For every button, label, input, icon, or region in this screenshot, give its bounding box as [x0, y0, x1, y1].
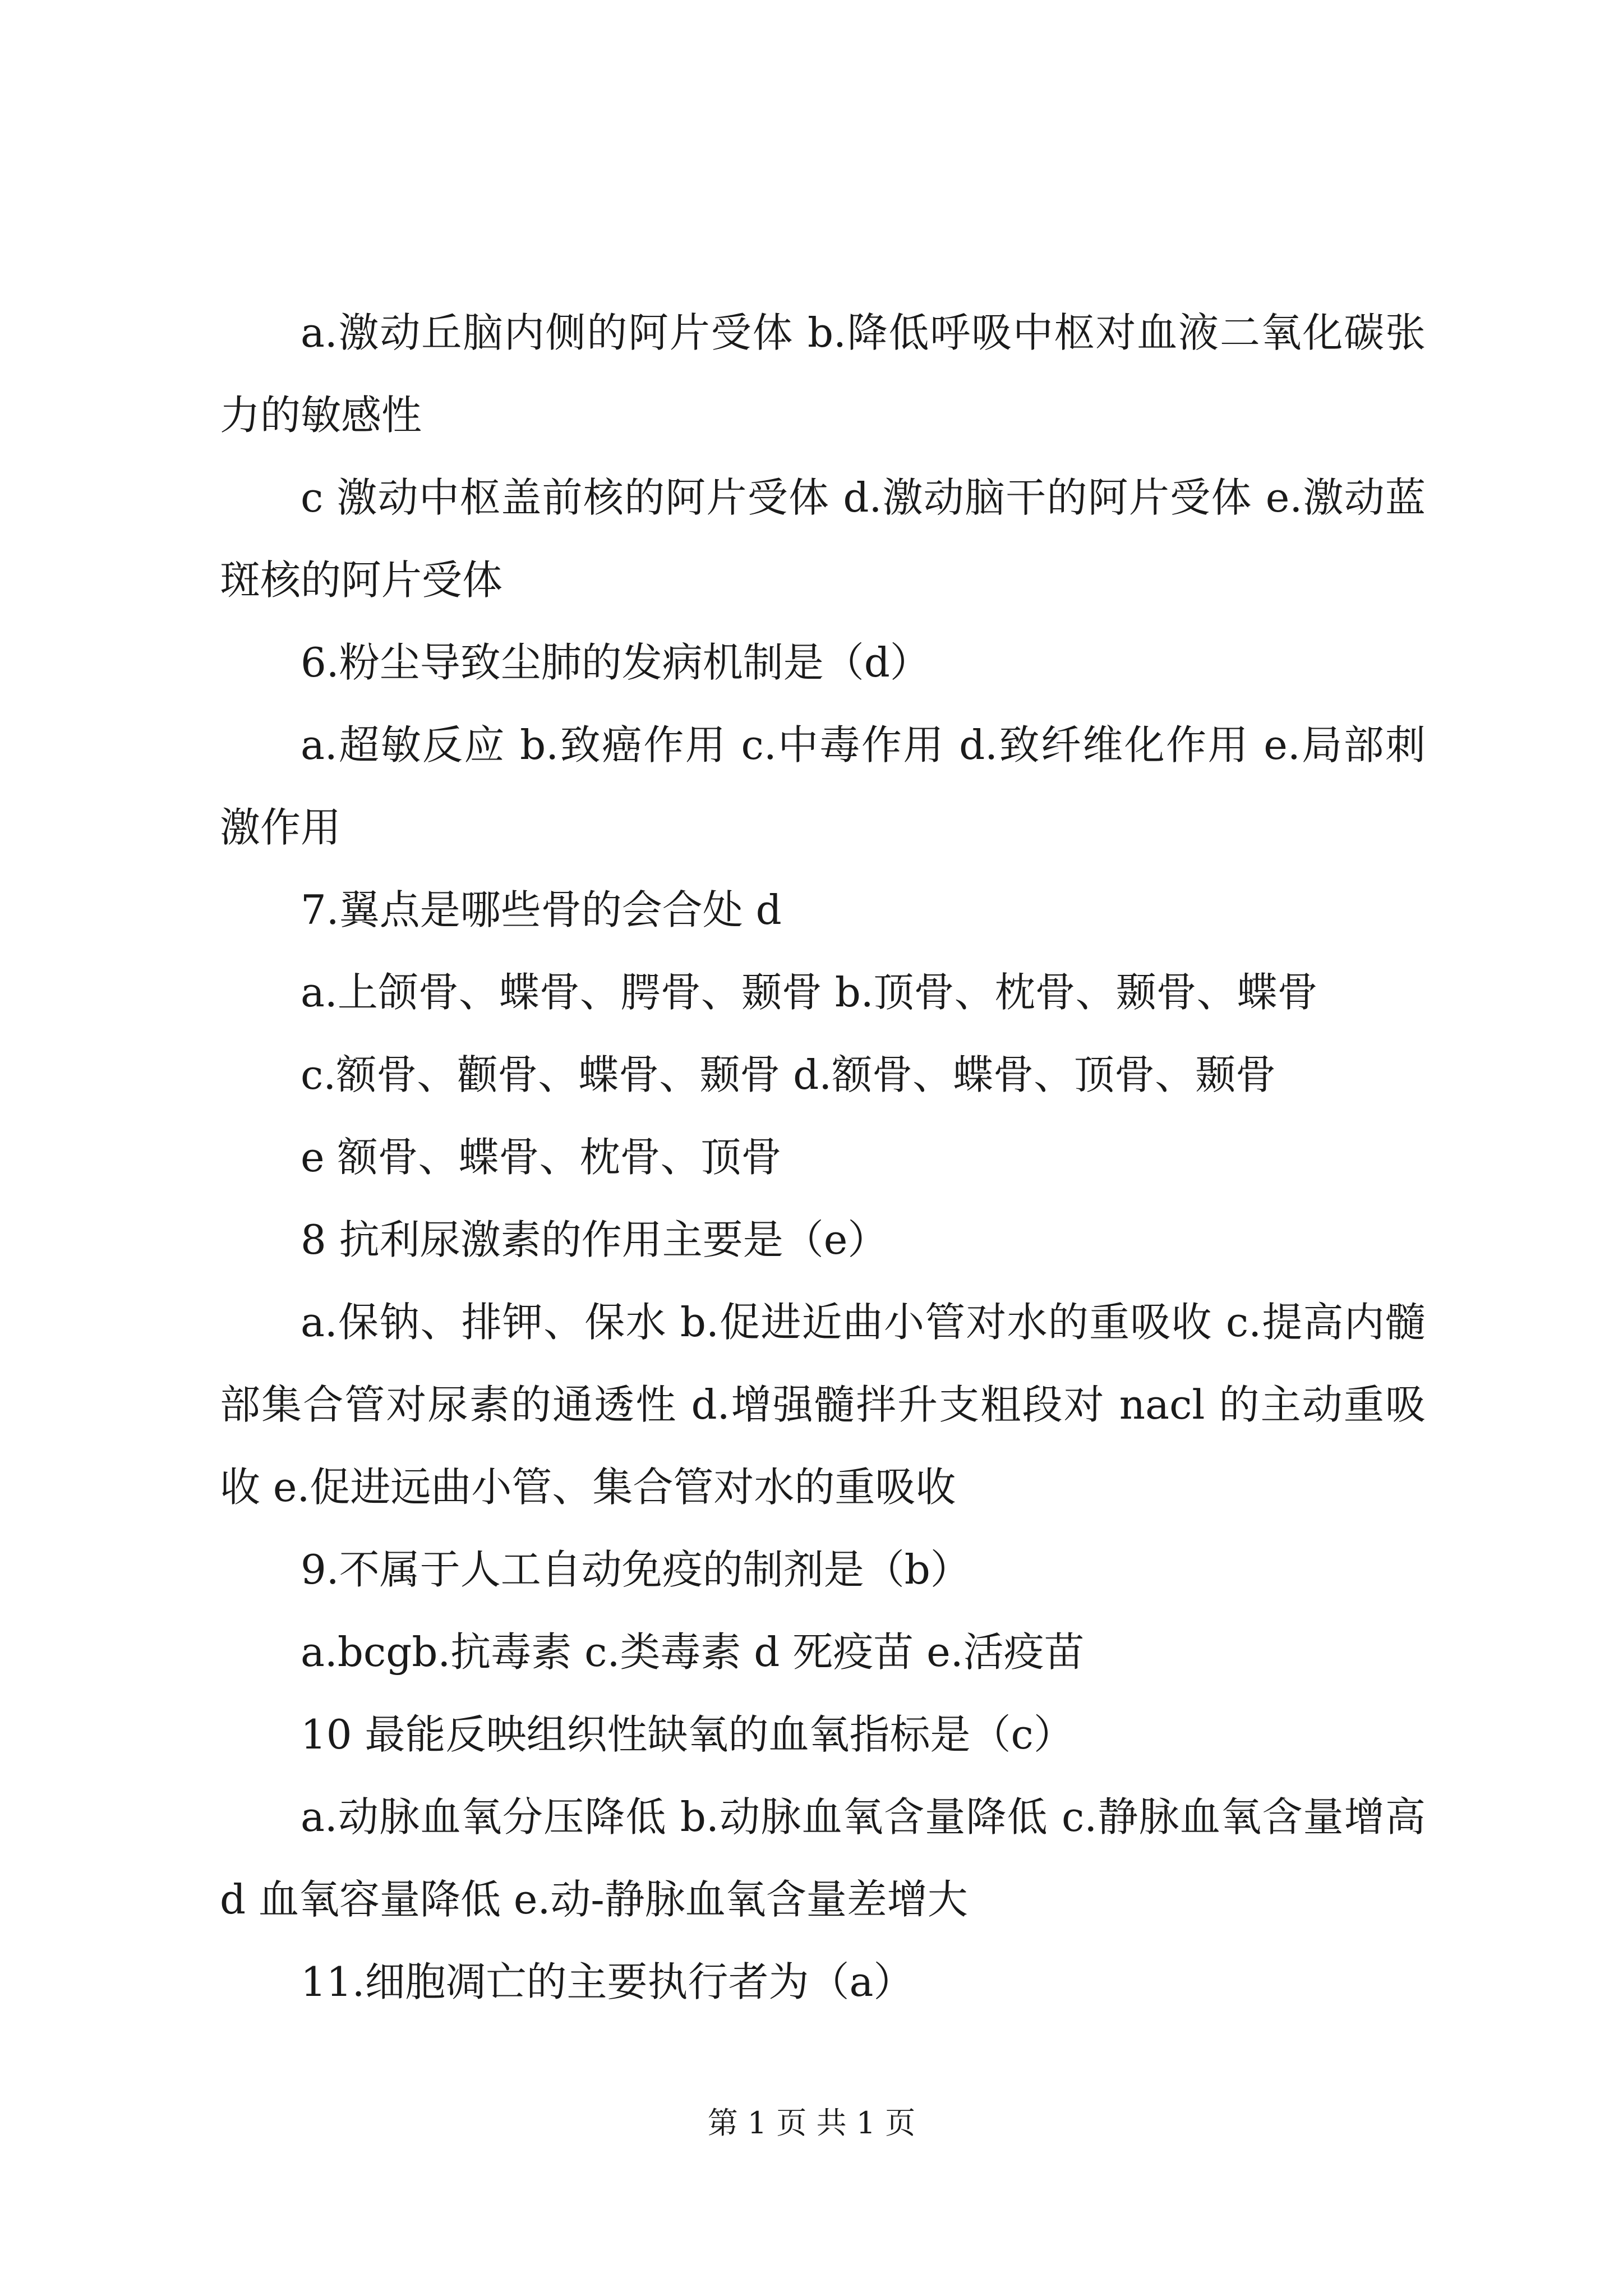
- document-body: [220, 292, 1426, 2023]
- option-line: a.bcgb.抗毒素 c.类毒素 d 死疫苗 e.活疫苗: [301, 1628, 1085, 1676]
- question-line: 11.细胞凋亡的主要执行者为（a）: [301, 1958, 914, 2005]
- question-line: 6.粉尘导致尘肺的发病机制是（d）: [301, 639, 930, 686]
- option-line: c 激动中枢盖前核的阿片受体 d.激动脑干的阿片受体 e.激动蓝斑核的阿片受体: [220, 474, 1426, 604]
- option-line: a.激动丘脑内侧的阿片受体 b.降低呼吸中枢对血液二氧化碳张力的敏感性: [220, 309, 1426, 439]
- option-line: e 额骨、蝶骨、枕骨、顶骨: [301, 1134, 782, 1181]
- page-footer: 第 1 页 共 1 页: [707, 2105, 916, 2141]
- option-line: c.额骨、颧骨、蝶骨、颞骨 d.额骨、蝶骨、顶骨、颞骨: [301, 1051, 1276, 1098]
- option-line: a.动脉血氧分压降低 b.动脉血氧含量降低 c.静脉血氧含量增高 d 血氧容量降低 e.动-静脉血氧含量差增大: [220, 1793, 1426, 1923]
- option-line: a.上颌骨、蝶骨、腭骨、颞骨 b.顶骨、枕骨、颞骨、蝶骨: [301, 969, 1318, 1016]
- option-line: a.超敏反应 b.致癌作用 c.中毒作用 d.致纤维化作用 e.局部刺激作用: [220, 721, 1426, 851]
- question-line: 7.翼点是哪些骨的会合处 d: [301, 886, 782, 933]
- option-line: a.保钠、排钾、保水 b.促进近曲小管对水的重吸收 c.提高内髓部集合管对尿素的通透性 d.增强髓拌升支粗段对 nacl 的主动重吸收 e.促进远曲小管、集合管对水的重吸收: [220, 1299, 1426, 1511]
- question-line: 8 抗利尿激素的作用主要是（e）: [301, 1216, 888, 1263]
- question-line: 9.不属于人工自动免疫的制剂是（b）: [301, 1546, 971, 1593]
- question-line: 10 最能反映组织性缺氧的血氧指标是（c）: [301, 1711, 1074, 1758]
